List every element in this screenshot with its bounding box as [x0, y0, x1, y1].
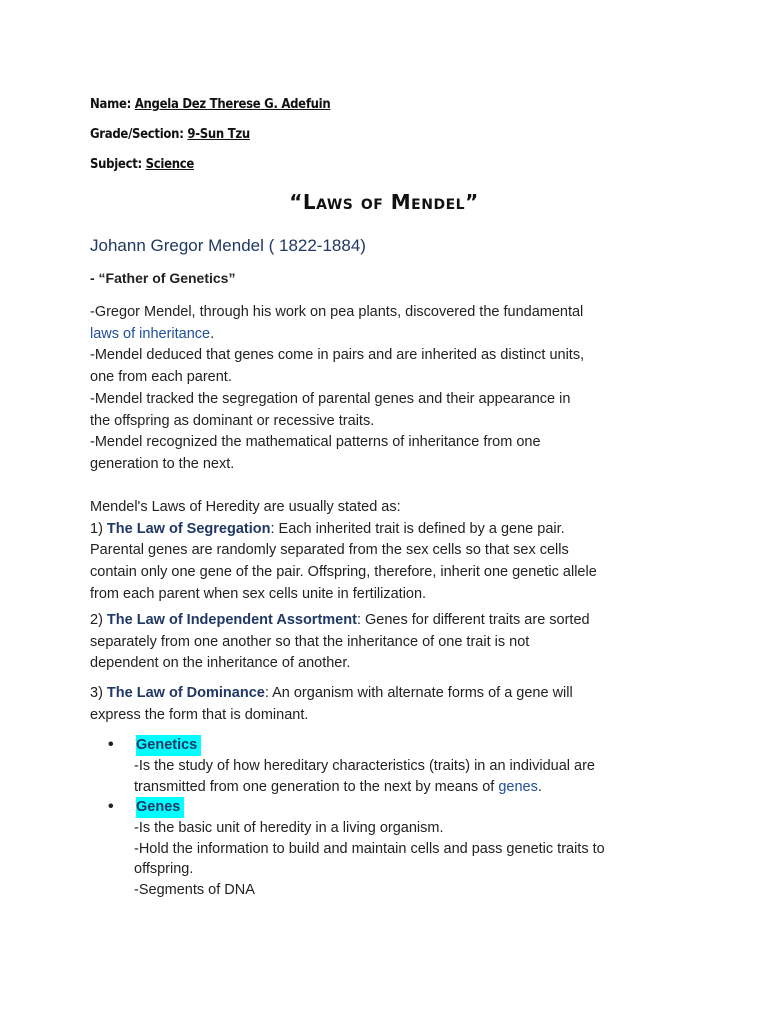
name-label: Name: [90, 97, 131, 112]
document-title: “Laws of Mendel” [289, 190, 479, 214]
law1-text: : Each inherited trait is defined by a gene pair. [270, 520, 565, 537]
name-value: Angela Dez Therese G. Adefuin [134, 97, 331, 112]
law3-paragraph [90, 683, 690, 726]
list-item-genetics [108, 735, 708, 756]
intro-line-3: -Mendel deduced that genes come in pairs and are inherited as distinct units, [90, 347, 585, 364]
law1-line-1 [90, 519, 690, 541]
laws-intro-paragraph [90, 497, 690, 606]
genetics-line-2-end: . [537, 778, 542, 795]
genes-line-2: -Hold the information to build and maintain cells and pass genetic traits to [134, 840, 605, 857]
genes-definition [108, 818, 708, 900]
law-of-dominance: The Law of Dominance [106, 685, 265, 701]
law2-text: : Genes for different traits are sorted [356, 612, 590, 628]
law1-number: 1) [90, 520, 107, 537]
law1-line-3: contain only one gene of the pair. Offspring, therefore, inherit one genetic allele [90, 564, 597, 581]
bullet-icon: • [108, 736, 114, 753]
law2-line-3: dependent on the inheritance of another. [90, 655, 351, 672]
law2-paragraph [90, 610, 690, 675]
intro-line-1: -Gregor Mendel, through his work on pea plants, discovered the fundamental [90, 304, 584, 320]
bullet-icon: • [108, 798, 114, 815]
mendel-heading: Johann Gregor Mendel ( 1822-1884) [90, 236, 366, 255]
grade-value: 9-Sun Tzu [187, 127, 250, 142]
genes-line-3: offspring. [134, 861, 194, 877]
term-genes: Genes [136, 797, 184, 818]
law2-number: 2) [90, 612, 107, 628]
father-of-genetics: - “Father of Genetics” [90, 270, 236, 286]
genetics-definition [108, 756, 708, 797]
genetics-line-2-text: transmitted from one generation to the next by means of [134, 778, 499, 795]
law-of-independent-assortment: The Law of Independent Assortment [106, 612, 357, 628]
law3-line-2: express the form that is dominant. [90, 706, 309, 723]
laws-intro: Mendel's Laws of Heredity are usually stated as: [90, 499, 401, 515]
genes-line-4: -Segments of DNA [134, 881, 255, 898]
intro-line-7: -Mendel recognized the mathematical patterns of inheritance from one [90, 434, 541, 451]
terms-list [108, 735, 708, 900]
law3-text: : An organism with alternate forms of a gene will [264, 685, 573, 701]
intro-line-4: one from each parent. [90, 369, 232, 386]
genes-line-1: -Is the basic unit of heredity in a living organism. [134, 820, 444, 836]
law1-line-2: Parental genes are randomly separated from the sex cells so that sex cells [90, 542, 569, 559]
law3-number: 3) [90, 685, 107, 701]
subject-label: Subject: [90, 157, 142, 172]
intro-line-6: the offspring as dominant or recessive traits. [90, 412, 375, 429]
law1-line-4: from each parent when sex cells unite in fertilization. [90, 585, 427, 602]
grade-line [90, 127, 250, 142]
law-of-segregation: The Law of Segregation [106, 520, 271, 537]
intro-line-8: generation to the next. [90, 455, 235, 472]
intro-line-2-end: . [210, 325, 215, 342]
law2-line-2: separately from one another so that the inheritance of one trait is not [90, 633, 530, 650]
genes-link[interactable]: genes [498, 778, 538, 795]
subject-value: Science [145, 157, 195, 172]
genetics-line-2 [134, 777, 708, 798]
intro-line-5: -Mendel tracked the segregation of parental genes and their appearance in [90, 390, 571, 407]
intro-line-2 [90, 324, 690, 346]
subject-line [90, 157, 194, 172]
intro-paragraph [90, 302, 690, 476]
law2-line-1 [90, 610, 690, 632]
law3-line-1 [90, 683, 690, 705]
laws-of-inheritance-link[interactable]: laws of inheritance [90, 325, 211, 342]
list-item-genes [108, 797, 708, 818]
genetics-line-1: -Is the study of how hereditary characteristics (traits) in an individual are [134, 758, 595, 774]
term-genetics: Genetics [136, 735, 201, 756]
grade-label: Grade/Section: [90, 127, 184, 142]
name-line [90, 97, 330, 112]
